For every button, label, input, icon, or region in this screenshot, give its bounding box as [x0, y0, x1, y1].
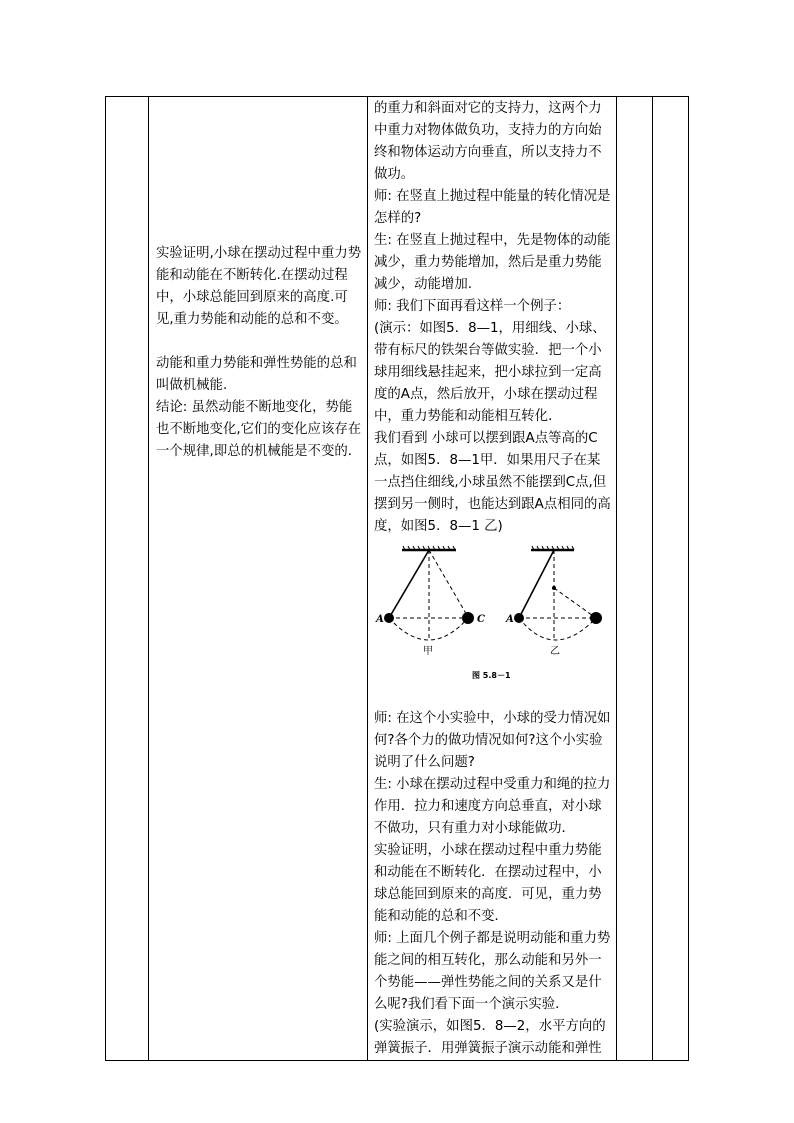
teaching-process-cell [368, 97, 617, 1061]
paragraph-gap [156, 331, 362, 353]
pendulum-diagram [374, 544, 612, 694]
figure-caption: 图 5.8－1 [472, 671, 511, 680]
caption-jia: 甲 [423, 646, 433, 657]
pendulum-right [505, 546, 602, 657]
label-a: A [376, 614, 384, 625]
process-paragraph: 师: 在这个小实验中，小球的受力情况如何?各个力的做功情况如何?这个小实验说明了什么问题? [374, 711, 611, 770]
summary-conclusion-2: 结论: 虽然动能不断地变化，势能也不断地变化,它们的变化应该存在一个规律,即总的机械能是不变的. [156, 400, 362, 459]
summary-definition: 动能和重力势能和弹性势能的总和叫做机械能. [156, 356, 357, 393]
process-paragraph: 实验证明，小球在摆动过程中重力势能和动能在不断转化．在摆动过程中，小球总能回到原来的高度．可见，重力势能和动能的总和不变． [374, 843, 602, 924]
summary-cell [149, 97, 368, 1061]
pendulum-left [375, 546, 485, 657]
process-paragraph: 我们看到 小球可以摆到跟A点等高的C点，如图5．8—1甲．如果用尺子在某一点挡住细线,小球虽然不能摆到C点,但摆到另一侧时，也能达到跟A点相同的高度，如图5．8—1 乙) [374, 431, 611, 534]
label-a-right: A [506, 614, 514, 625]
process-paragraph: (实验演示，如图5．8—2，水平方向的弹簧振子．用弹簧振子演示动能和弹性 [374, 1019, 606, 1056]
pendulum-figure [374, 544, 612, 694]
column-4-cell [617, 97, 653, 1061]
process-paragraph: (演示：如图5．8—1，用细线、小球、带有标尺的铁架台等做实验．把一个小球用细线悬挂起来，把小球拉到一定高度的A点，然后放开，小球在摆动过程中，重力势能和动能相互转化． [374, 321, 606, 424]
process-paragraph: 的重力和斜面对它的支持力，这两个力中重力对物体做负功，支持力的方向始终和物体运动方向垂直，所以支持力不做功。 [374, 101, 602, 182]
label-c: C [477, 614, 485, 625]
process-paragraph: 师: 我们下面再看这样一个例子： [374, 299, 571, 314]
caption-yi: 乙 [550, 646, 560, 657]
process-paragraph: 生: 在竖直上抛过程中，先是物体的动能减少，重力势能增加，然后是重力势能减少，动能增加. [374, 233, 611, 292]
process-paragraph: 生: 小球在摆动过程中受重力和绳的拉力作用．拉力和速度方向总垂直，对小球不做功，只有重力对小球能做功． [374, 777, 611, 836]
lesson-table [105, 96, 689, 1061]
summary-conclusion-1: 实验证明,小球在摆动过程中重力势能和动能在不断转化.在摆动过程中，小球总能回到原来的高度.可见,重力势能和动能的总和不变。 [156, 246, 362, 327]
process-paragraph: 师: 在竖直上抛过程中能量的转化情况是怎样的? [374, 189, 611, 226]
column-1-cell [106, 97, 149, 1061]
column-5-cell [653, 97, 689, 1061]
process-paragraph: 师: 上面几个例子都是说明动能和重力势能之间的相互转化，那么动能和另外一个势能——弹性势能之间的关系又是什么呢?我们看下面一个演示实验． [374, 931, 611, 1012]
